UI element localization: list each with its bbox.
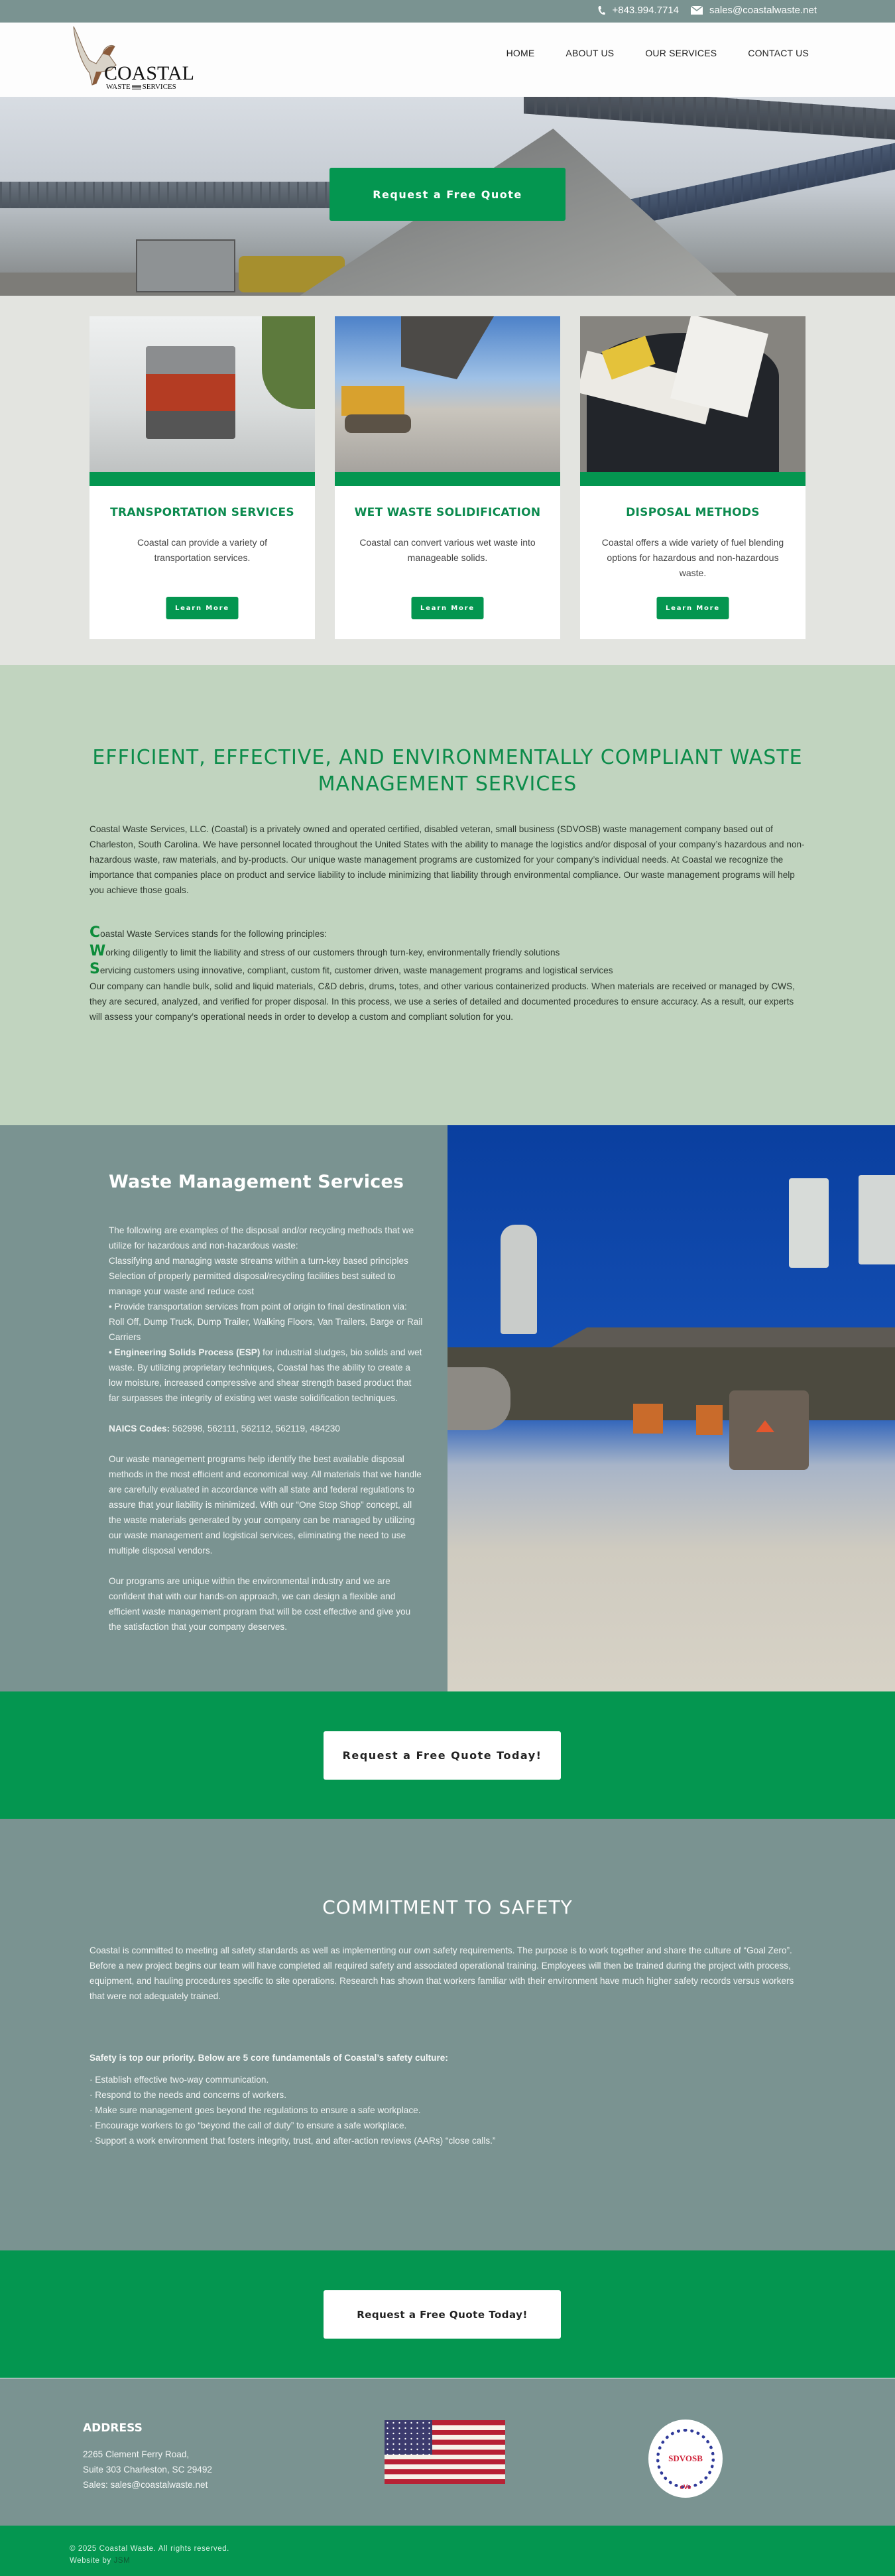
waste-management-section bbox=[0, 1125, 895, 1691]
learn-more-button[interactable]: Learn More bbox=[657, 597, 729, 619]
waste-line: Classifying and managing waste streams within a turn-key based principles bbox=[109, 1256, 408, 1266]
copyright-text: © 2025 Coastal Waste. All rights reserved. bbox=[70, 2545, 229, 2553]
waste-line: Selection of properly permitted disposal/recycling facilities best suited to manage your waste and reduce cost bbox=[109, 1271, 396, 1296]
waste-body bbox=[109, 1223, 424, 1634]
naics-line bbox=[109, 1421, 424, 1436]
waste-title: Waste Management Services bbox=[109, 1172, 404, 1192]
conveyor-graphic bbox=[0, 182, 345, 208]
card-text: Coastal offers a wide variety of fuel blending options for hazardous and non-hazardous waste. bbox=[601, 537, 784, 578]
site-header bbox=[0, 23, 895, 97]
address-title: ADDRESS bbox=[83, 2422, 143, 2435]
credit-label: Website by bbox=[70, 2557, 114, 2565]
drum-photo bbox=[580, 316, 806, 472]
truck-photo bbox=[90, 316, 315, 472]
safety-fundamentals bbox=[90, 2050, 806, 2148]
contact-info bbox=[597, 5, 817, 16]
card-accent-strip bbox=[90, 472, 315, 486]
principles-list bbox=[90, 924, 806, 1024]
excavator-photo bbox=[335, 316, 560, 472]
jsm-link[interactable]: JSM bbox=[113, 2557, 131, 2565]
card-text: Coastal can provide a variety of transportation services. bbox=[137, 537, 268, 563]
section-title: EFFICIENT, EFFECTIVE, AND ENVIRONMENTALLY COMPLIANT WASTE MANAGEMENT SERVICES bbox=[92, 746, 803, 796]
esp-text: for industrial sludges, bio solids and wet waste. By utilizing proprietary techniques, Coastal has the ability to create a low moisture, increased compressive and shear strength based product that far surpasses the integrity of existing wet waste solidification techniques. bbox=[109, 1347, 422, 1403]
waste-line: • Provide transportation services from point of origin to final destination via: Roll Off, Dump Truck, Dump Trailer, Walking Floors, Van Trailers, Barge or Rail Carriers bbox=[109, 1302, 423, 1342]
facility-photo bbox=[448, 1125, 895, 1691]
safety-lead: Safety is top our priority. Below are 5 core fundamentals of Coastal’s safety culture: bbox=[90, 2053, 448, 2063]
seal-text: SDVOSB bbox=[668, 2453, 703, 2463]
safety-title: COMMITMENT TO SAFETY bbox=[322, 1896, 573, 1918]
card-accent-strip bbox=[580, 472, 806, 486]
waste-paragraph: Our waste management programs help identify the best available disposal methods in the most efficient and economical way. All materials that we handle are carefully evaluated in accordance with all state and federal regulations to assure that your liability is minimized. With our “One Stop Shop” concept, all the waste materials generated by your company can be managed by utilizing our waste management and logistical services, eliminating the need to use multiple disposal vendors. bbox=[109, 1454, 422, 1556]
conveyor-graphic bbox=[524, 97, 895, 140]
waste-text-column bbox=[109, 1172, 424, 1634]
cta-band bbox=[0, 1691, 895, 1819]
principle-initial: S bbox=[90, 961, 100, 977]
hero-banner bbox=[0, 97, 895, 296]
card-text: Coastal can convert various wet waste into manageable solids. bbox=[359, 537, 536, 563]
request-quote-button[interactable]: Request a Free Quote bbox=[329, 168, 566, 221]
address-line: 2265 Clement Ferry Road, bbox=[83, 2449, 190, 2459]
seal-cve: cVe bbox=[680, 2484, 691, 2491]
envelope-icon bbox=[691, 6, 703, 15]
principle-text: ervicing customers using innovative, compliant, custom fit, customer driven, waste management programs and logistical services bbox=[99, 965, 613, 975]
copyright-bar bbox=[0, 2526, 895, 2576]
services-section bbox=[0, 296, 895, 665]
principle-text: orking diligently to limit the liability and stress of our customers through turn-key, environmentally friendly solutions bbox=[105, 948, 560, 957]
email-link[interactable]: sales@coastalwaste.net bbox=[709, 5, 817, 16]
request-quote-today-button[interactable]: Request a Free Quote Today! bbox=[324, 1731, 561, 1780]
logo-subtitle bbox=[106, 83, 176, 91]
logo-wordmark: COASTAL bbox=[104, 62, 194, 84]
esp-label: • Engineering Solids Process (ESP) bbox=[109, 1347, 261, 1357]
naics-label: NAICS Codes: bbox=[109, 1424, 170, 1434]
phone-icon bbox=[597, 5, 605, 16]
principle-text: oastal Waste Services stands for the following principles: bbox=[100, 929, 327, 939]
service-card-disposal bbox=[580, 316, 806, 639]
card-title: DISPOSAL METHODS bbox=[626, 506, 760, 519]
us-flag-icon bbox=[385, 2420, 505, 2484]
address-line: Suite 303 Charleston, SC 29492 bbox=[83, 2465, 212, 2475]
service-card-wet-waste bbox=[335, 316, 560, 639]
service-card-transportation bbox=[90, 316, 315, 639]
principle-item bbox=[90, 924, 806, 943]
nav-home[interactable]: HOME bbox=[506, 48, 535, 58]
learn-more-button[interactable]: Learn More bbox=[166, 597, 239, 619]
esp-line bbox=[109, 1345, 424, 1406]
safety-item: · Make sure management goes beyond the regulations to ensure a safe workplace. bbox=[90, 2105, 421, 2115]
intro-paragraph: Coastal Waste Services, LLC. (Coastal) is a privately owned and operated certified, disabled veteran, small business (SDVOSB) waste management company based out of Charleston, South Carolina. We have personnel located throughout the United States with the ability to manage the logistics and/or disposal of your company’s hazardous and non-hazardous waste, raw materials, and by-products. Our unique waste management programs are customized for your company’s individual needs. At Coastal we recognize the importance that companies place on product and service liability to include minimizing that liability through environmental compliance. Our waste management programs will help you achieve those goals. bbox=[90, 824, 805, 895]
top-contact-bar bbox=[0, 0, 895, 23]
main-nav bbox=[507, 48, 809, 58]
phone-link[interactable]: +843.994.7714 bbox=[612, 5, 680, 16]
principle-item bbox=[90, 961, 806, 979]
safety-paragraph: Coastal is committed to meeting all safety standards as well as implementing our own safety requirements. The purpose is to work together and share the culture of “Goal Zero”. bbox=[90, 1945, 792, 1955]
nav-about-us[interactable]: ABOUT US bbox=[566, 48, 615, 58]
principle-initial: C bbox=[90, 924, 101, 941]
mini-flag-icon bbox=[132, 85, 141, 90]
nav-contact-us[interactable]: CONTACT US bbox=[748, 48, 809, 58]
waste-paragraph: Our programs are unique within the environmental industry and we are confident that with our hands-on approach, we can design a flexible and efficient waste management program that will be cost effective and give you the satisfaction that your company deserves. bbox=[109, 1576, 411, 1632]
card-title: TRANSPORTATION SERVICES bbox=[110, 506, 294, 519]
sales-email[interactable]: Sales: sales@coastalwaste.net bbox=[83, 2480, 208, 2490]
principle-item bbox=[90, 943, 806, 961]
card-accent-strip bbox=[335, 472, 560, 486]
naics-codes: 562998, 562111, 562112, 562119, 484230 bbox=[170, 1424, 340, 1434]
about-section bbox=[0, 665, 895, 1125]
nav-our-services[interactable]: OUR SERVICES bbox=[645, 48, 717, 58]
principle-initial: W bbox=[90, 943, 106, 959]
safety-intro bbox=[90, 1943, 806, 2004]
waste-line: The following are examples of the disposal and/or recycling methods that we utilize for hazardous and non-hazardous waste: bbox=[109, 1225, 414, 1251]
safety-item: · Encourage workers to go “beyond the call of duty” to ensure a safe workplace. bbox=[90, 2120, 407, 2130]
sdvosb-seal-icon bbox=[648, 2420, 723, 2498]
logo[interactable] bbox=[70, 24, 194, 94]
credit-line bbox=[70, 2555, 229, 2567]
closing-paragraph: Our company can handle bulk, solid and liquid materials, C&D debris, drums, totes, and other various containerized products. When materials are received or managed by CWS, they are secured, analyzed, and verified for proper disposal. In this process, we use a series of detailed and documented procedures to ensure accuracy. As a result, our experts will assess your company’s operational needs in order to develop a custom and compliant solution for you. bbox=[90, 981, 795, 1022]
safety-item: · Establish effective two-way communication. bbox=[90, 2075, 269, 2085]
safety-paragraph: Before a new project begins our team will have completed all required safety and associated operational training. Employees will then be trained during the project with process, equipment, and hauling procedures specific to site operations. Research has shown that workers familiar with their environment have much higher safety records versus workers that were not adequately trained. bbox=[90, 1961, 794, 2001]
truck-graphic bbox=[136, 239, 235, 292]
safety-item: · Respond to the needs and concerns of workers. bbox=[90, 2090, 286, 2100]
safety-item: · Support a work environment that fosters integrity, trust, and after-action reviews (AARs) “close calls.” bbox=[90, 2136, 496, 2146]
card-title: WET WASTE SOLIDIFICATION bbox=[354, 506, 541, 519]
learn-more-button[interactable]: Learn More bbox=[412, 597, 484, 619]
request-quote-today-button[interactable]: Request a Free Quote Today! bbox=[324, 2290, 561, 2339]
safety-section bbox=[0, 1819, 895, 2250]
cta-band bbox=[0, 2250, 895, 2378]
logo-sub-right: SERVICES bbox=[142, 83, 176, 91]
conveyor-graphic bbox=[630, 140, 895, 225]
footer bbox=[0, 2378, 895, 2526]
logo-sub-left: WASTE bbox=[106, 83, 131, 91]
address-block bbox=[83, 2422, 212, 2492]
